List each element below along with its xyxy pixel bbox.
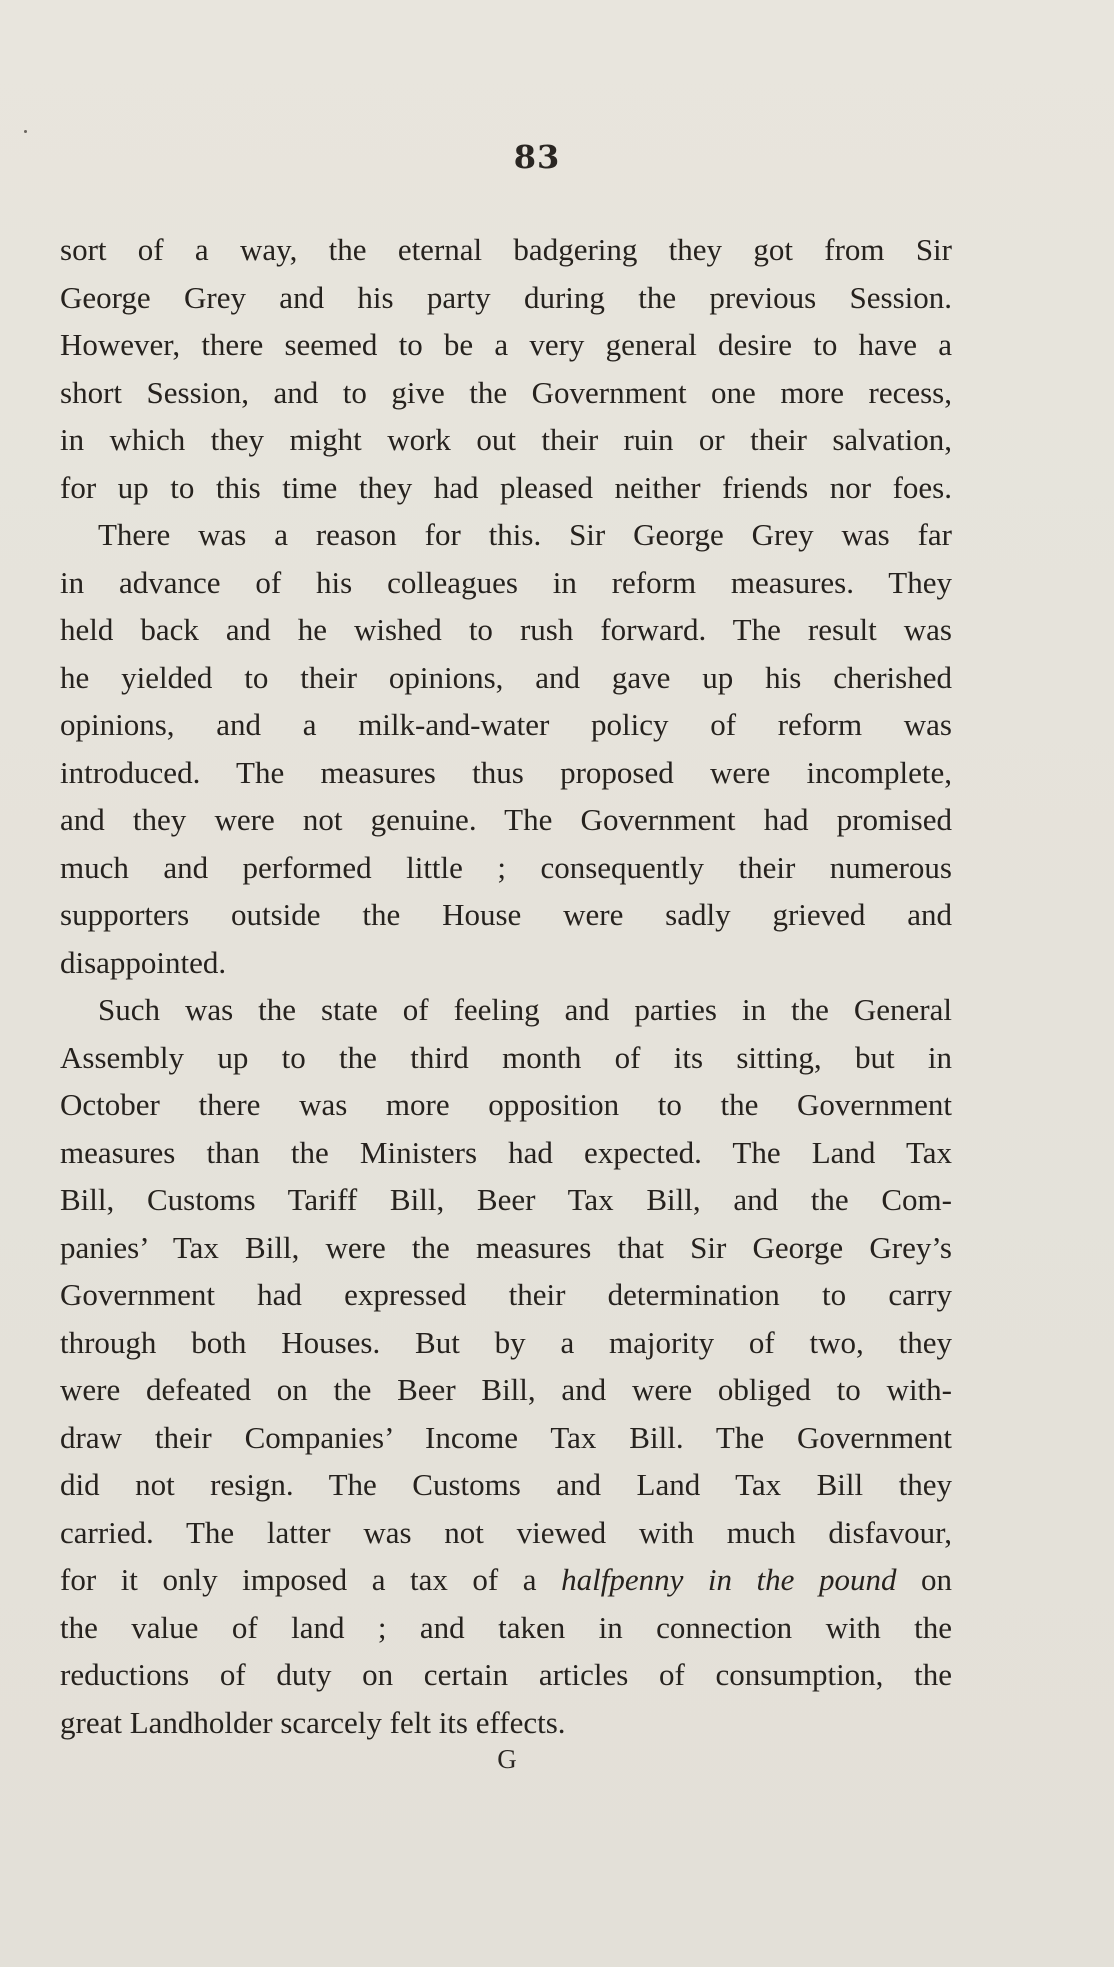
text-line: draw their Companies’ Income Tax Bill. The Government xyxy=(60,1419,952,1455)
text-line: opinions, and a milk-and-water policy of reform was xyxy=(60,707,952,742)
text-line: reductions of duty on certain articles of consumption, the xyxy=(60,1657,952,1692)
text-line: sort of a way, the eternal badgering they got from Sir xyxy=(60,232,952,267)
text-line: However, there seemed to be a very general desire to have a xyxy=(60,327,952,362)
text-line: carried. The latter was not viewed with much disfavour, xyxy=(60,1514,952,1550)
text-line: October there was more opposition to the Government xyxy=(60,1087,952,1122)
text-line: in advance of his colleagues in reform measures. They xyxy=(60,564,952,600)
body-text xyxy=(60,226,952,1746)
text-line: he yielded to their opinions, and gave up his cherished xyxy=(60,659,952,695)
paragraph-last-line: disappointed. xyxy=(60,944,227,980)
line-text-before: for it only imposed a tax of a xyxy=(60,1562,562,1597)
text-line: did not resign. The Customs and Land Tax Bill they xyxy=(60,1467,952,1502)
text-line: short Session, and to give the Government one more recess, xyxy=(60,374,952,410)
text-line: supporters outside the House were sadly grieved and xyxy=(60,897,952,932)
text-line: for up to this time they had pleased neither friends nor foes. xyxy=(60,469,952,505)
text-line: the value of land ; and taken in connection with the xyxy=(60,1609,952,1645)
text-line: George Grey and his party during the previous Session. xyxy=(60,279,952,315)
text-line: much and performed little ; consequently their numerous xyxy=(60,849,952,885)
signature-mark: G xyxy=(497,1744,517,1774)
text-line: measures than the Ministers had expected. The Land Tax xyxy=(60,1134,952,1170)
paragraph-last-line: great Landholder scarcely felt its effects. xyxy=(60,1704,566,1740)
text-line: through both Houses. But by a majority of two, they xyxy=(60,1324,952,1360)
text-line: Government had expressed their determination to carry xyxy=(60,1277,952,1312)
text-line: introduced. The measures thus proposed were incomplete, xyxy=(60,754,952,790)
italic-phrase: halfpenny in the pound xyxy=(561,1562,897,1597)
line-text-after: on xyxy=(896,1562,952,1597)
paragraph-first-line: There was a reason for this. Sir George Grey was far xyxy=(98,517,952,552)
text-line: Assembly up to the third month of its sitting, but in xyxy=(60,1039,952,1075)
text-line: Bill, Customs Tariff Bill, Beer Tax Bill, and the Com- xyxy=(60,1182,952,1217)
text-line: held back and he wished to rush forward. The result was xyxy=(60,612,952,647)
paragraph-first-line: Such was the state of feeling and parties in the General xyxy=(98,992,952,1027)
page-number: 83 xyxy=(513,138,561,176)
text-line: were defeated on the Beer Bill, and were obliged to with- xyxy=(60,1372,952,1407)
text-line-with-italic xyxy=(60,1556,952,1604)
text-line: in which they might work out their ruin or their salvation, xyxy=(60,422,952,457)
text-line: and they were not genuine. The Government had promised xyxy=(60,802,952,837)
text-line: panies’ Tax Bill, were the measures that Sir George Grey’s xyxy=(60,1229,952,1265)
paper-speck xyxy=(24,130,27,133)
